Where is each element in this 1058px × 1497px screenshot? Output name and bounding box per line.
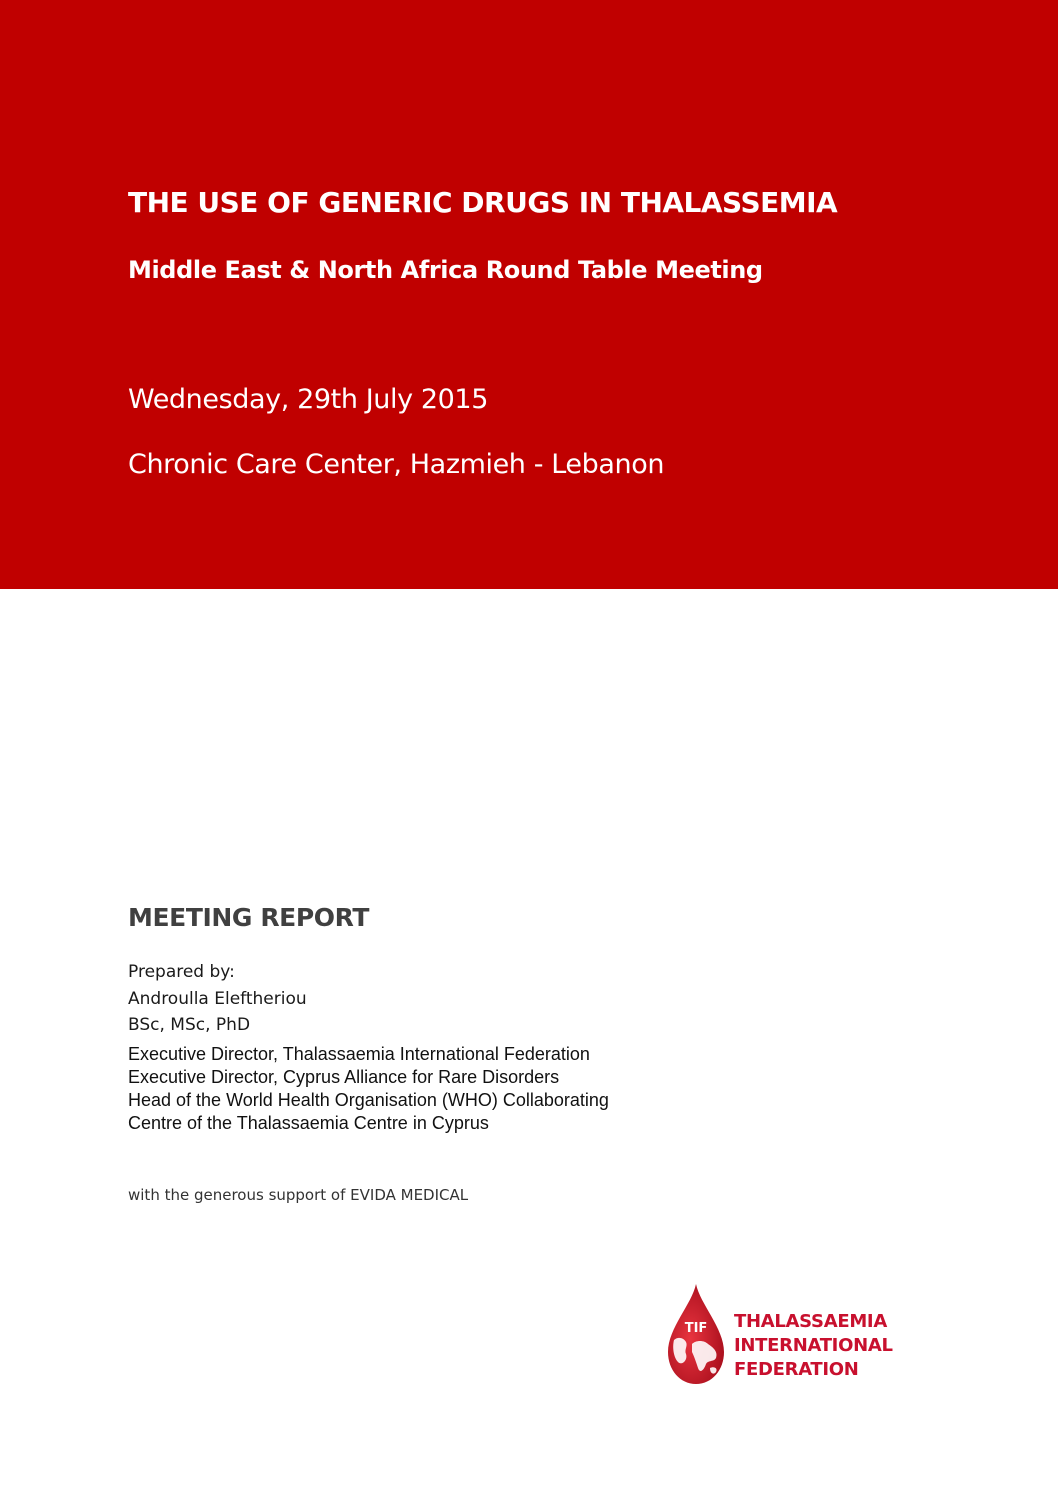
logo-line: FEDERATION: [734, 1359, 859, 1380]
author-role: Executive Director, Cyprus Alliance for Rare Disorders: [128, 1067, 560, 1087]
logo-mark-text: TIF: [684, 1321, 708, 1336]
report-heading: MEETING REPORT: [128, 903, 370, 932]
author-name: Androulla Eleftheriou: [128, 989, 307, 1009]
logo-wordmark: [734, 1310, 893, 1382]
logo-line: THALASSAEMIA: [734, 1311, 887, 1332]
tif-logo: [664, 1282, 924, 1390]
prepared-by-label: Prepared by:: [128, 962, 235, 982]
logo-line: INTERNATIONAL: [734, 1335, 893, 1356]
author-role: Executive Director, Thalassaemia International Federation: [128, 1044, 590, 1064]
meeting-venue: Chronic Care Center, Hazmieh - Lebanon: [128, 449, 665, 480]
author-role: Centre of the Thalassaemia Centre in Cyprus: [128, 1113, 489, 1133]
author-roles: [128, 1043, 609, 1135]
blood-drop-globe-icon: [664, 1282, 728, 1386]
author-degrees: BSc, MSc, PhD: [128, 1015, 251, 1035]
author-role: Head of the World Health Organisation (WHO) Collaborating: [128, 1090, 609, 1110]
meeting-date: Wednesday, 29th July 2015: [128, 384, 488, 415]
document-title: THE USE OF GENERIC DRUGS IN THALASSEMIA: [128, 186, 838, 219]
cover-banner: [0, 0, 1058, 589]
support-note: with the generous support of EVIDA MEDICAL: [128, 1186, 469, 1204]
document-subtitle: Middle East & North Africa Round Table Meeting: [128, 256, 763, 284]
